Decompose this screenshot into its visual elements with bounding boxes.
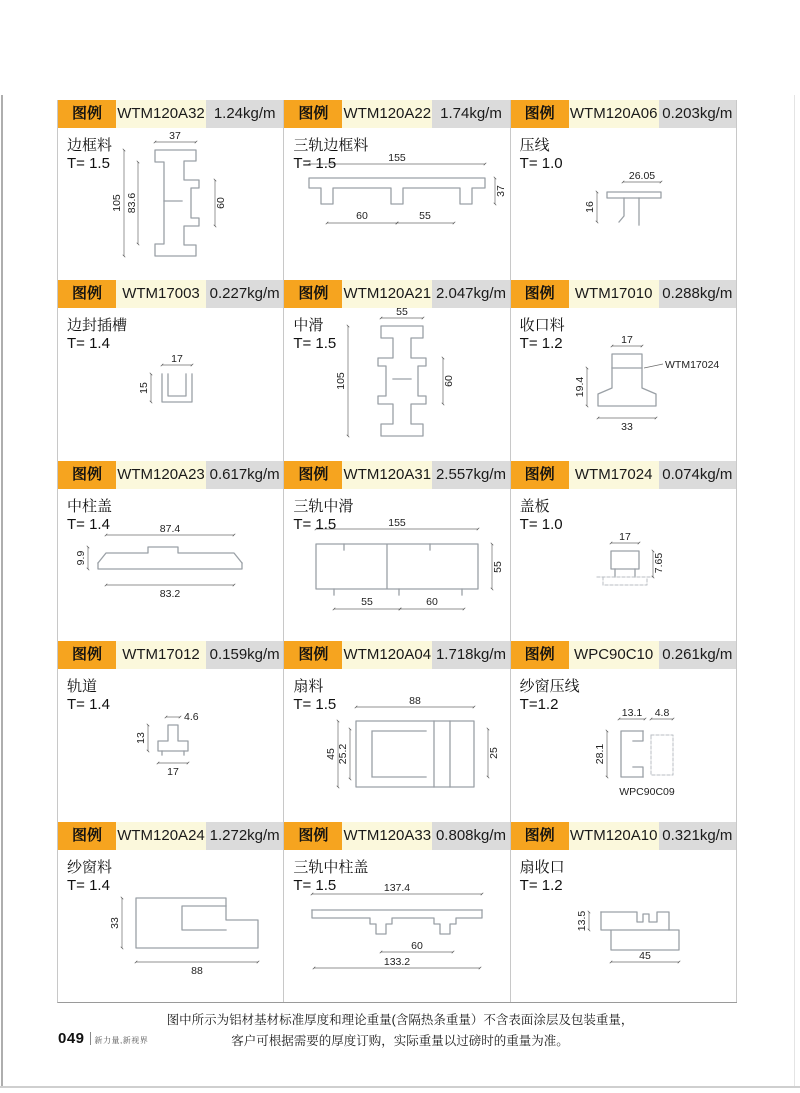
dimension-label: 25.2: [337, 743, 350, 765]
cell-header: [58, 641, 283, 669]
weight-value: 0.617kg/m: [206, 461, 283, 489]
profile-name: 三轨中柱盖: [293, 858, 369, 876]
legend-badge: 图例: [58, 100, 116, 128]
page-right-border: [794, 95, 795, 1086]
cell-header: [284, 461, 509, 489]
profile-cell: [284, 100, 510, 280]
thickness-value: T= 1.4: [67, 515, 110, 533]
model-code: WTM120A21: [342, 280, 432, 308]
cell-header: [284, 100, 509, 128]
model-code: WTM120A22: [342, 100, 432, 128]
weight-value: 1.74kg/m: [432, 100, 509, 128]
page-bottom-border: [0, 1086, 800, 1088]
dimension-label: 9.9: [75, 550, 87, 566]
thickness-value: T= 1.5: [293, 696, 337, 714]
cell-body: [284, 489, 509, 641]
dimension-label: 33: [620, 421, 633, 434]
weight-value: 1.24kg/m: [206, 100, 283, 128]
cell-body: [58, 669, 283, 821]
cell-body: [284, 308, 509, 460]
profile-name: 中滑: [293, 317, 324, 335]
dimension-label: 60: [443, 375, 456, 388]
legend-badge: 图例: [284, 280, 342, 308]
weight-value: 0.808kg/m: [432, 822, 509, 850]
cell-body: [511, 308, 736, 460]
dimension-label: 105: [111, 194, 123, 212]
profile-cell: [58, 280, 284, 460]
dimension-label: 155: [388, 516, 407, 529]
model-code: WTM120A33: [342, 822, 432, 850]
dimension-label: 88: [191, 964, 203, 977]
ref-model-label: WPC90C09: [618, 786, 675, 799]
thickness-value: T= 1.5: [293, 335, 337, 353]
dimension-label: 83.6: [126, 192, 138, 214]
thickness-value: T= 1.5: [67, 155, 110, 172]
cell-body: [58, 308, 283, 460]
dimension-label: 137.4: [384, 881, 411, 894]
profile-cell: [284, 280, 510, 460]
thickness-value: T= 1.4: [67, 335, 110, 353]
cell-header: [58, 822, 283, 850]
cell-body: [58, 489, 283, 641]
dimension-label: 28.1: [593, 743, 606, 765]
thickness-value: T= 1.0: [519, 515, 563, 533]
model-code: WTM120A23: [116, 461, 206, 489]
thickness-value: T= 1.4: [67, 696, 110, 714]
cell-body: [511, 489, 736, 641]
profile-cell: [58, 100, 284, 280]
model-code: WTM17024: [569, 461, 659, 489]
profile-name: 边封插槽: [67, 317, 128, 335]
weight-value: 0.074kg/m: [659, 461, 736, 489]
footer-note-line2: 客户可根据需要的厚度订购，实际重量以过磅时的重量为准。: [231, 1033, 569, 1048]
thickness-value: T= 1.4: [67, 876, 110, 894]
legend-badge: 图例: [511, 461, 569, 489]
profile-name: 扇料: [293, 678, 324, 696]
page-number-block: [58, 1030, 148, 1047]
weight-value: 0.288kg/m: [659, 280, 736, 308]
dimension-label: 17: [167, 766, 179, 779]
cell-body: [284, 850, 509, 1002]
weight-value: 0.261kg/m: [659, 641, 736, 669]
dimension-label: 4.8: [654, 707, 669, 720]
cell-header: [511, 822, 736, 850]
dimension-label: 25: [488, 747, 501, 760]
cell-header: [58, 461, 283, 489]
cell-header: [284, 641, 509, 669]
dimension-label: 83.2: [159, 587, 181, 600]
dimension-label: 17: [171, 353, 183, 366]
dimension-label: 60: [411, 939, 424, 952]
dimension-label: 133.2: [384, 955, 411, 968]
thickness-value: T=1.2: [519, 696, 559, 714]
legend-badge: 图例: [511, 100, 569, 128]
profile-name: 盖板: [519, 497, 550, 515]
dimension-label: 13.1: [621, 707, 642, 720]
legend-badge: 图例: [511, 641, 569, 669]
model-code: WTM120A06: [569, 100, 659, 128]
model-code: WTM17003: [116, 280, 206, 308]
cell-body: [511, 669, 736, 821]
legend-badge: 图例: [58, 461, 116, 489]
cell-body: [284, 128, 509, 280]
cell-header: [58, 100, 283, 128]
profile-cell: [58, 822, 284, 1002]
legend-badge: 图例: [58, 822, 116, 850]
dimension-label: 26.05: [628, 170, 655, 182]
profile-name: 纱窗料: [67, 858, 113, 876]
page-left-border: [1, 95, 3, 1086]
dimension-label: 60: [215, 197, 227, 209]
cell-body: [58, 850, 283, 1002]
profile-name: 中柱盖: [67, 497, 113, 515]
thickness-value: T= 1.0: [519, 155, 563, 172]
dimension-label: 105: [335, 372, 348, 391]
cell-header: [511, 100, 736, 128]
model-code: WTM120A32: [116, 100, 206, 128]
weight-value: 1.718kg/m: [432, 641, 509, 669]
profile-cell: [284, 641, 510, 821]
cell-header: [284, 280, 509, 308]
dimension-label: 60: [356, 210, 369, 222]
dimension-label: 17: [620, 334, 633, 347]
profile-cell: [511, 100, 737, 280]
cell-header: [284, 822, 509, 850]
legend-badge: 图例: [284, 461, 342, 489]
dimension-label: 13.5: [575, 910, 588, 931]
dimension-label: 33: [109, 916, 121, 929]
legend-badge: 图例: [284, 822, 342, 850]
legend-badge: 图例: [58, 280, 116, 308]
dimension-label: 37: [495, 185, 508, 197]
dimension-label: 4.6: [184, 711, 199, 724]
dimension-label: 60: [426, 595, 439, 608]
profile-name: 三轨边框料: [293, 137, 369, 154]
model-code: WPC90C10: [569, 641, 659, 669]
weight-value: 1.272kg/m: [206, 822, 283, 850]
dimension-label: 88: [409, 695, 422, 708]
weight-value: 2.047kg/m: [432, 280, 509, 308]
profile-cell: [511, 641, 737, 821]
cell-header: [58, 280, 283, 308]
dimension-label: 87.4: [159, 522, 181, 535]
dimension-label: 17: [618, 530, 631, 543]
dimension-label: 16: [583, 201, 596, 213]
model-code: WTM120A10: [569, 822, 659, 850]
weight-value: 0.321kg/m: [659, 822, 736, 850]
weight-value: 0.203kg/m: [659, 100, 736, 128]
thickness-value: T= 1.2: [519, 335, 563, 353]
dimension-label: 55: [361, 595, 374, 608]
profile-cell: [58, 641, 284, 821]
dimension-label: 45: [638, 949, 651, 962]
dimension-label: 15: [138, 382, 150, 395]
cell-header: [511, 461, 736, 489]
thickness-value: T= 1.2: [519, 876, 563, 894]
ref-model-label: WTM17024: [664, 359, 719, 372]
weight-value: 0.159kg/m: [206, 641, 283, 669]
legend-badge: 图例: [511, 822, 569, 850]
legend-badge: 图例: [58, 641, 116, 669]
profile-cell: [511, 461, 737, 641]
dimension-label: 55: [396, 308, 409, 319]
cell-header: [511, 641, 736, 669]
model-code: WTM120A04: [342, 641, 432, 669]
model-code: WTM120A24: [116, 822, 206, 850]
profile-cell: [284, 461, 510, 641]
dimension-label: 19.4: [573, 377, 586, 398]
cell-body: [511, 128, 736, 280]
dimension-label: 37: [169, 130, 181, 142]
profile-name: 扇收口: [519, 858, 565, 876]
cell-body: [58, 128, 283, 280]
dimension-label: 155: [388, 152, 407, 164]
dimension-label: 7.65: [652, 552, 665, 574]
profile-name: 压线: [519, 137, 550, 154]
dimension-label: 55: [492, 560, 505, 573]
footer-note-line1: 图中所示为铝材基材标准厚度和理论重量(含隔热条重量）不含表面涂层及包装重量，: [166, 1013, 634, 1027]
profile-cell: [58, 461, 284, 641]
profile-name: 三轨中滑: [293, 497, 354, 515]
dimension-label: 45: [325, 748, 338, 761]
dimension-label: 55: [419, 210, 432, 222]
thickness-value: T= 1.5: [293, 155, 337, 172]
profile-cell: [511, 280, 737, 460]
profile-grid: [57, 100, 737, 1003]
cell-header: [511, 280, 736, 308]
thickness-value: T= 1.5: [293, 515, 337, 533]
legend-badge: 图例: [284, 100, 342, 128]
weight-value: 2.557kg/m: [432, 461, 509, 489]
legend-badge: 图例: [284, 641, 342, 669]
thickness-value: T= 1.5: [293, 876, 337, 894]
page-number-divider: [90, 1032, 91, 1045]
cell-body: [284, 669, 509, 821]
profile-name: 轨道: [67, 678, 98, 696]
dimension-label: 13: [135, 732, 147, 745]
page-tagline: 新力量,新视界: [94, 1035, 149, 1045]
profile-name: 边框料: [67, 137, 113, 154]
profile-name: 收口料: [519, 317, 565, 335]
profile-name: 纱窗压线: [519, 678, 580, 696]
weight-value: 0.227kg/m: [206, 280, 283, 308]
model-code: WTM120A31: [342, 461, 432, 489]
legend-badge: 图例: [511, 280, 569, 308]
page-number: 049: [58, 1030, 85, 1047]
model-code: WTM17010: [569, 280, 659, 308]
profile-cell: [284, 822, 510, 1002]
profile-cell: [511, 822, 737, 1002]
cell-body: [511, 850, 736, 1002]
model-code: WTM17012: [116, 641, 206, 669]
